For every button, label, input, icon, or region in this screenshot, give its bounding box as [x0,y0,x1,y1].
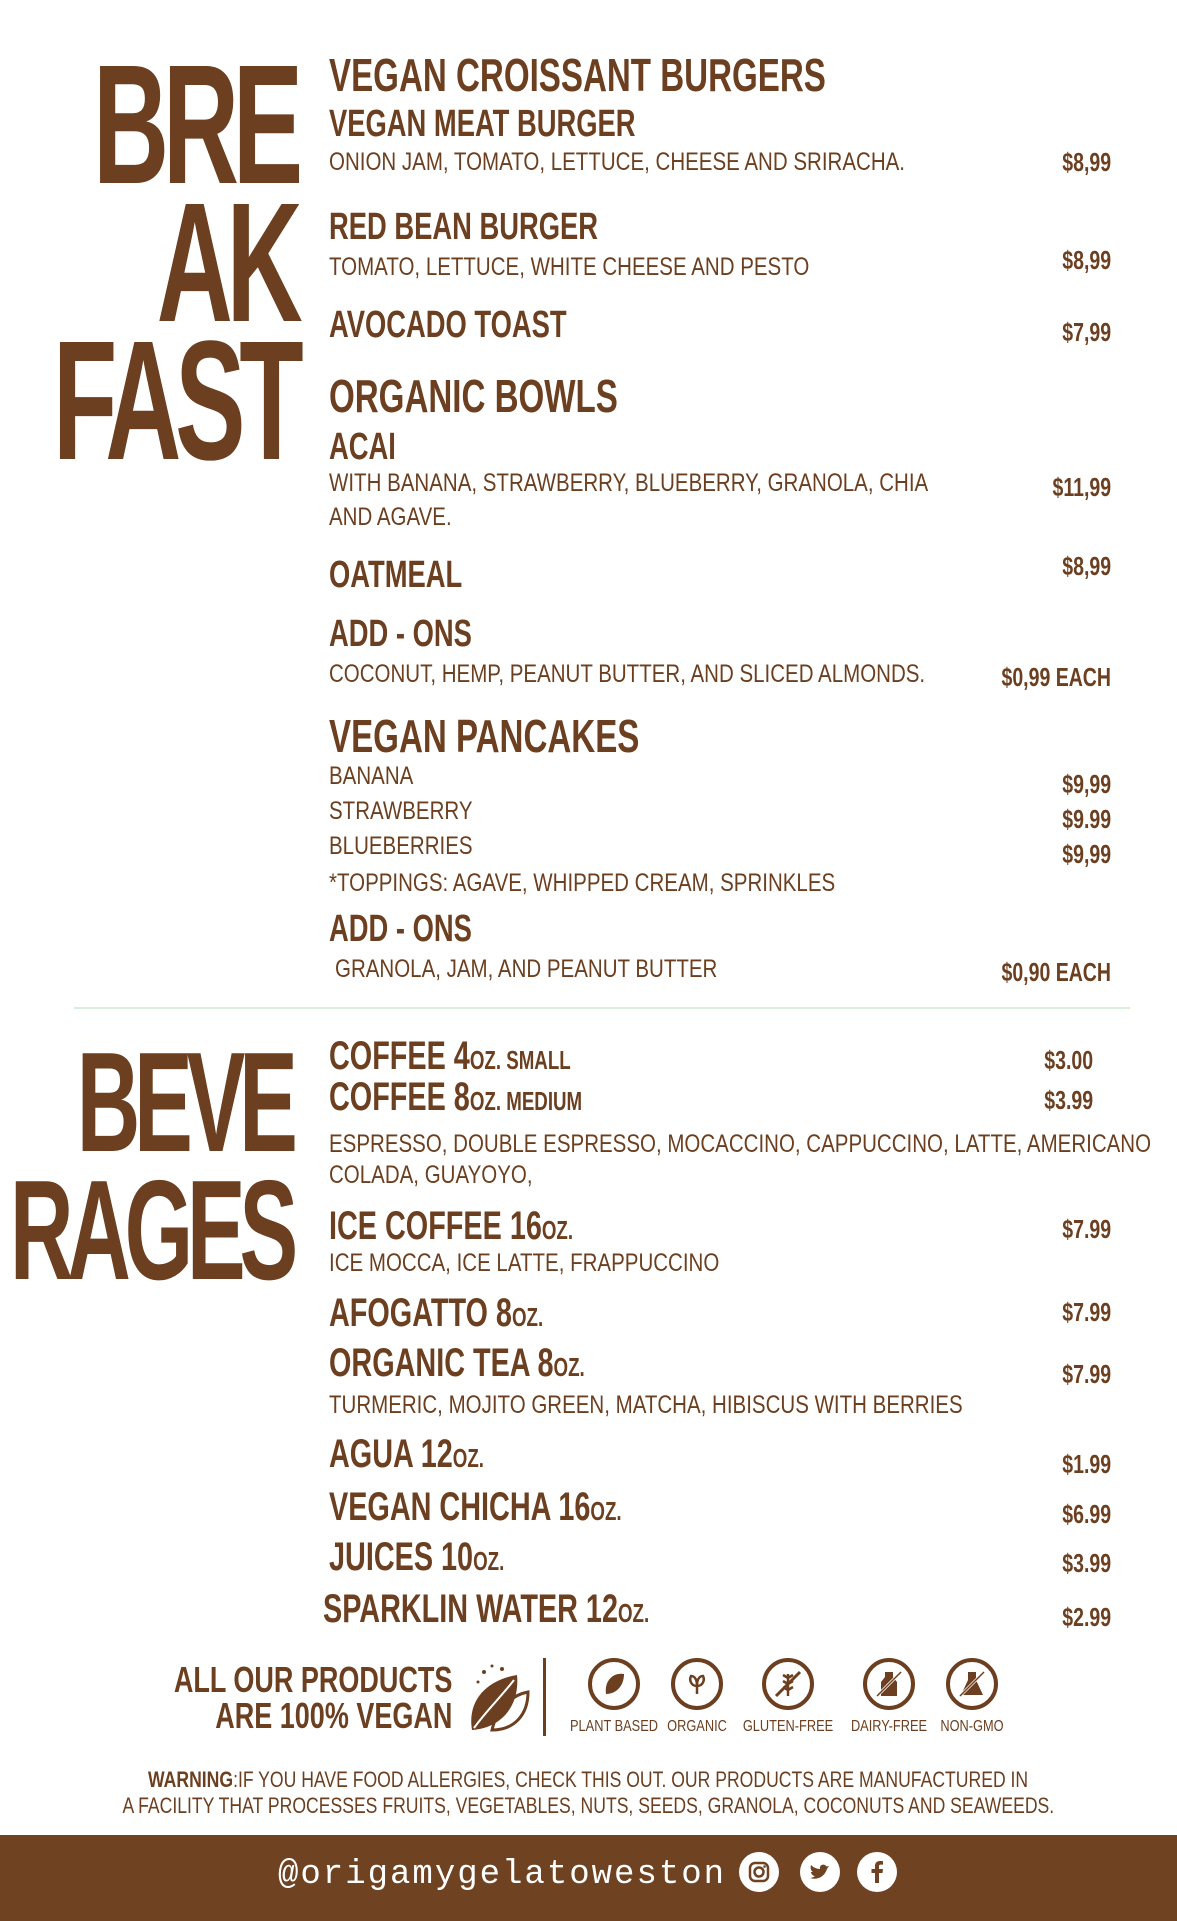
bev-juices-name: JUICES 10 [329,1535,474,1579]
bev-ice-coffee-name: ICE COFFEE 16 [329,1204,542,1248]
social-handle[interactable]: @origamygelatoweston [278,1856,727,1894]
gluten-free-icon [762,1658,814,1710]
bev-ice-coffee-price: $7.99 [1062,1214,1111,1244]
item-price-acai: $11,99 [1052,472,1111,502]
bev-organic-tea [329,1343,585,1383]
bev-sparklin-water-price: $2.99 [1062,1602,1111,1632]
bev-coffee-small-unit: OZ. SMALL [469,1045,571,1075]
twitter-icon[interactable] [800,1852,840,1892]
item-desc-vegan-meat-burger: ONION JAM, TOMATO, LETTUCE, CHEESE AND SRIRACHA. [329,148,905,176]
item-name-bowls-addons: ADD - ONS [329,613,472,655]
bev-ice-coffee-desc: ICE MOCCA, ICE LATTE, FRAPPUCCINO [329,1249,720,1277]
item-name-pancake-addons: ADD - ONS [329,908,472,950]
breakfast-heading-ak: AK [157,168,297,358]
bev-juices-unit: OZ. [473,1546,505,1576]
bev-ice-coffee-unit: OZ. [541,1215,574,1245]
bev-coffee-desc-line1: ESPRESSO, DOUBLE ESPRESSO, MOCACCINO, CAPPUCCINO, LATTE, AMERICANO [329,1130,1152,1158]
badge-divider [543,1658,546,1736]
item-desc-acai-line1: WITH BANANA, STRAWBERRY, BLUEBERRY, GRANOLA, CHIA [329,469,929,497]
bev-afogatto-name: AFOGATTO 8 [329,1291,512,1335]
item-desc-bowls-addons: COCONUT, HEMP, PEANUT BUTTER, AND SLICED ALMONDS. [329,660,926,688]
bev-sparklin-water [323,1589,649,1629]
item-name-oatmeal: OATMEAL [329,554,463,596]
allergy-warning-line1 [0,1767,1177,1793]
section-title-organic-bowls: ORGANIC BOWLS [329,370,618,422]
organic-icon [671,1658,723,1710]
item-price-pancake-addons: $0,90 EACH [1001,957,1111,987]
item-price-red-bean-burger: $8,99 [1062,245,1111,275]
section-title-croissant-burgers: VEGAN CROISSANT BURGERS [329,49,826,101]
bev-vegan-chicha-name: VEGAN CHICHA 16 [329,1485,591,1529]
item-price-bowls-addons: $0,99 EACH [1001,662,1111,692]
pancake-price-blueberries: $9,99 [1062,839,1111,869]
badge-label-plant-based: PLANT BASED [570,1718,658,1735]
badge-label-organic: ORGANIC [667,1718,727,1735]
bev-coffee-desc-line2: COLADA, GUAYOYO, [329,1161,533,1189]
pancake-price-banana: $9,99 [1062,769,1111,799]
item-name-acai: ACAI [329,426,396,468]
bev-organic-tea-price: $7.99 [1062,1359,1111,1389]
item-name-vegan-meat-burger: VEGAN MEAT BURGER [329,103,636,145]
pancake-item-strawberry: STRAWBERRY [329,797,473,825]
bev-afogatto-unit: OZ. [511,1302,544,1332]
bev-coffee-medium-name: COFFEE 8 [329,1075,470,1119]
allergy-warning-line2 [0,1793,1177,1819]
badge-label-non-gmo: NON-GMO [940,1718,1004,1735]
item-name-red-bean-burger: RED BEAN BURGER [329,206,599,248]
bev-sparklin-water-name: SPARKLIN WATER 12 [323,1587,618,1631]
bev-vegan-chicha [329,1487,622,1527]
item-desc-red-bean-burger: TOMATO, LETTUCE, WHITE CHEESE AND PESTO [329,253,810,281]
facebook-icon[interactable] [857,1852,897,1892]
bev-organic-tea-desc: TURMERIC, MOJITO GREEN, MATCHA, HIBISCUS WITH BERRIES [329,1391,963,1419]
pancake-item-banana: BANANA [329,762,414,790]
pancake-price-strawberry: $9.99 [1062,804,1111,834]
bev-coffee-small-price: $3.00 [1044,1045,1093,1075]
bev-ice-coffee [329,1206,573,1246]
section-divider [74,1007,1130,1009]
pancake-toppings: *TOPPINGS: AGAVE, WHIPPED CREAM, SPRINKLES [329,869,836,897]
bev-organic-tea-name: ORGANIC TEA 8 [329,1341,554,1385]
non-gmo-icon [946,1658,998,1710]
bev-agua-name: AGUA 12 [329,1432,453,1476]
plant-based-icon [588,1658,640,1710]
bev-afogatto [329,1293,543,1333]
bev-juices-price: $3.99 [1062,1548,1111,1578]
bev-juices [329,1537,504,1577]
bev-coffee-medium-price: $3.99 [1044,1085,1093,1115]
bev-coffee-medium-unit: OZ. MEDIUM [469,1086,583,1116]
item-desc-pancake-addons: GRANOLA, JAM, AND PEANUT BUTTER [335,955,718,983]
bev-agua [329,1434,484,1474]
bev-vegan-chicha-unit: OZ. [590,1496,622,1526]
breakfast-heading-bre: BRE [93,30,297,220]
instagram-icon[interactable] [739,1852,779,1892]
bev-coffee-small-name: COFFEE 4 [329,1034,470,1078]
bev-organic-tea-unit: OZ. [553,1352,585,1382]
warning-text-line1: :IF YOU HAVE FOOD ALLERGIES, CHECK THIS OUT. OUR PRODUCTS ARE MANUFACTURED IN [233,1767,1029,1792]
bev-coffee-small [329,1036,571,1076]
vegan-claim [81,1659,452,1736]
section-title-vegan-pancakes: VEGAN PANCAKES [329,710,640,762]
badge-label-dairy-free: DAIRY-FREE [850,1718,928,1735]
dairy-free-icon [863,1658,915,1710]
vegan-claim-line2: ARE 100% VEGAN [214,1695,452,1736]
breakfast-heading-fast: FAST [52,306,297,496]
bev-agua-unit: OZ. [452,1443,484,1473]
badge-label-gluten-free: GLUTEN-FREE [742,1718,834,1735]
item-price-vegan-meat-burger: $8,99 [1062,147,1111,177]
pancake-item-blueberries: BLUEBERRIES [329,832,473,860]
vegan-claim-line1: ALL OUR PRODUCTS [173,1659,452,1700]
item-name-avocado-toast: AVOCADO TOAST [329,304,567,346]
bev-afogatto-price: $7.99 [1062,1297,1111,1327]
item-desc-acai-line2: AND AGAVE. [329,503,452,531]
beverages-heading-beve: BEVE [77,1023,292,1182]
bev-vegan-chicha-price: $6.99 [1062,1499,1111,1529]
bev-coffee-medium [329,1077,582,1117]
bev-sparklin-water-unit: OZ. [617,1598,650,1628]
item-price-avocado-toast: $7,99 [1062,317,1111,347]
bev-agua-price: $1.99 [1062,1449,1111,1479]
leaf-icon [462,1660,532,1738]
beverages-heading-rages: RAGES [9,1151,292,1310]
warning-label: WARNING [148,1767,234,1792]
item-price-oatmeal: $8,99 [1062,551,1111,581]
warning-text-line2: A FACILITY THAT PROCESSES FRUITS, VEGETABLES, NUTS, SEEDS, GRANOLA, COCONUTS AND SEAWEEDS. [122,1793,1055,1818]
